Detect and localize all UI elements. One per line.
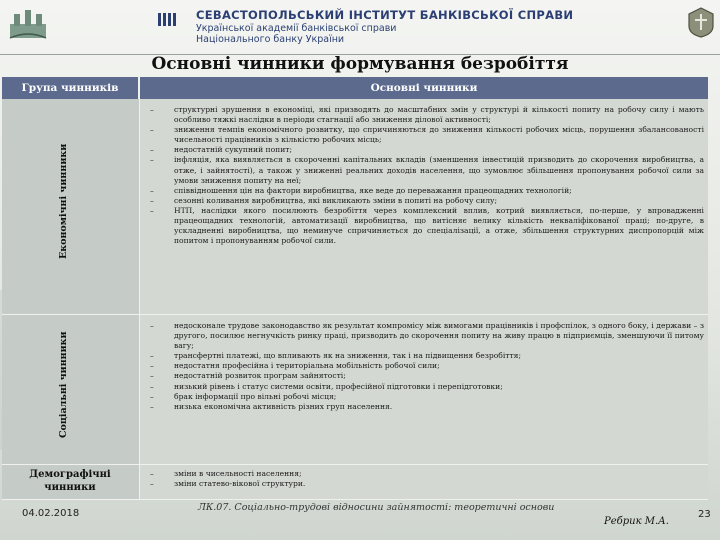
page-title: Основні чинники формування безробіття	[151, 54, 569, 74]
list-item: – брак інформації про вільні робочі місця;	[150, 391, 337, 401]
list-item: – недостатня професійна і територіальна мобільність робочої сили;	[150, 361, 440, 371]
list-item: – недостатній сукупний попит;	[150, 145, 293, 155]
list-item: – зміни в чисельності населення;	[150, 469, 302, 478]
economic-factor-list	[148, 105, 704, 246]
slide-date: 04.02.2018	[22, 508, 80, 519]
list-item: – недосконале трудове законодавство як результат компромісу між вимогами працівників і профспілок, з одного боку, і держави – з другого, посилює негнучкість ринку праці, призводить до скорочення попиту на живу працю в підприємців, зменшуючи її питому вагу;	[150, 321, 704, 351]
items-cell-demographic	[140, 465, 708, 500]
bank-crest-icon	[686, 6, 716, 38]
group-label-demographic: Демографічні чинники	[29, 469, 111, 493]
list-item: – сезонні коливання виробництва, які викликають зміни в попиті на робочу силу;	[150, 195, 498, 205]
institute-name: СЕВАСТОПОЛЬСЬКИЙ ІНСТИТУТ БАНКІВСЬКОЇ СПРАВИ	[196, 8, 574, 22]
list-item: – низька економічна активність різних груп населення.	[150, 401, 393, 411]
group-cell-economic	[2, 99, 140, 315]
list-item: – низький рівень і статус системи освіти, професійної підготовки і перепідготовки;	[150, 381, 503, 391]
institute-logo-icon	[158, 13, 176, 26]
list-item: – недостатній розвиток програм зайнятості;	[150, 371, 346, 381]
author-name: Ребрик М.А.	[604, 516, 669, 527]
column-header-factors: Основні чинники	[140, 77, 708, 99]
list-item: – зміни статево-вікової структури.	[150, 479, 306, 489]
page-number: 23	[698, 509, 711, 520]
social-factor-list	[148, 321, 704, 412]
group-cell-social	[2, 315, 140, 465]
column-header-group: Група чинників	[2, 77, 138, 99]
group-label-economic: Економічні чинники	[58, 143, 69, 259]
list-item: – інфляція, яка виявляється в скороченні капітальних вкладів (зменшення інвестицій призводить до скорочення виробництва, а отже, і зайнятості), а також у зниженні реальних доходів населення, що зумовлює збільшення пропонування робочої сили за умови зниження попиту на неї;	[150, 155, 704, 185]
city-emblem-logo	[8, 6, 48, 40]
list-item: – структурні зрушення в економіці, які призводять до масштабних змін у структурі й кількості попиту на робочу силу і мають особливо тяжкі наслідки в періоди стагнації або зниження ділової активності;	[150, 105, 704, 125]
list-item: – НТП, наслідки якого посилюють безробіття через комплексний вплив, котрий виявляється, по-перше, у впровадженні працеощадних технологій, автоматизації виробництва, що витісняє велику кількість некваліфікованої праці; по-друге, в ускладненні виробництва, що неминуче спричиняється до спеціалізації, а отже, збільшення структурних диспропорцій між попитом і пропонуванням робочої сили.	[150, 205, 704, 246]
list-item: – зниження темпів економічного розвитку, що спричиняються до зниження кількості робочих місць, порушення збалансованості чисельності працівників з кількістю робочих місць;	[150, 125, 704, 145]
factors-table	[2, 77, 708, 500]
subtitle-line-1: Української академії банківської справи	[196, 23, 397, 34]
demographic-factor-list	[148, 469, 704, 489]
list-item: – трансфертні платежі, що впливають як на зниження, так і на підвищення безробіття;	[150, 351, 522, 361]
institute-subtitle	[196, 23, 396, 45]
lecture-title: ЛК.07. Соціально-трудові відносини зайнятості: теоретичні основи	[198, 502, 555, 513]
items-cell-social	[140, 315, 708, 465]
group-cell-demographic	[2, 465, 140, 500]
items-cell-economic	[140, 99, 708, 315]
group-label-social: Соціальні чинники	[58, 331, 69, 438]
subtitle-line-2: Національного банку України	[196, 34, 345, 45]
list-item: – співвідношення цін на фактори виробництва, яке веде до переважання працеощадних технологій;	[150, 185, 572, 195]
